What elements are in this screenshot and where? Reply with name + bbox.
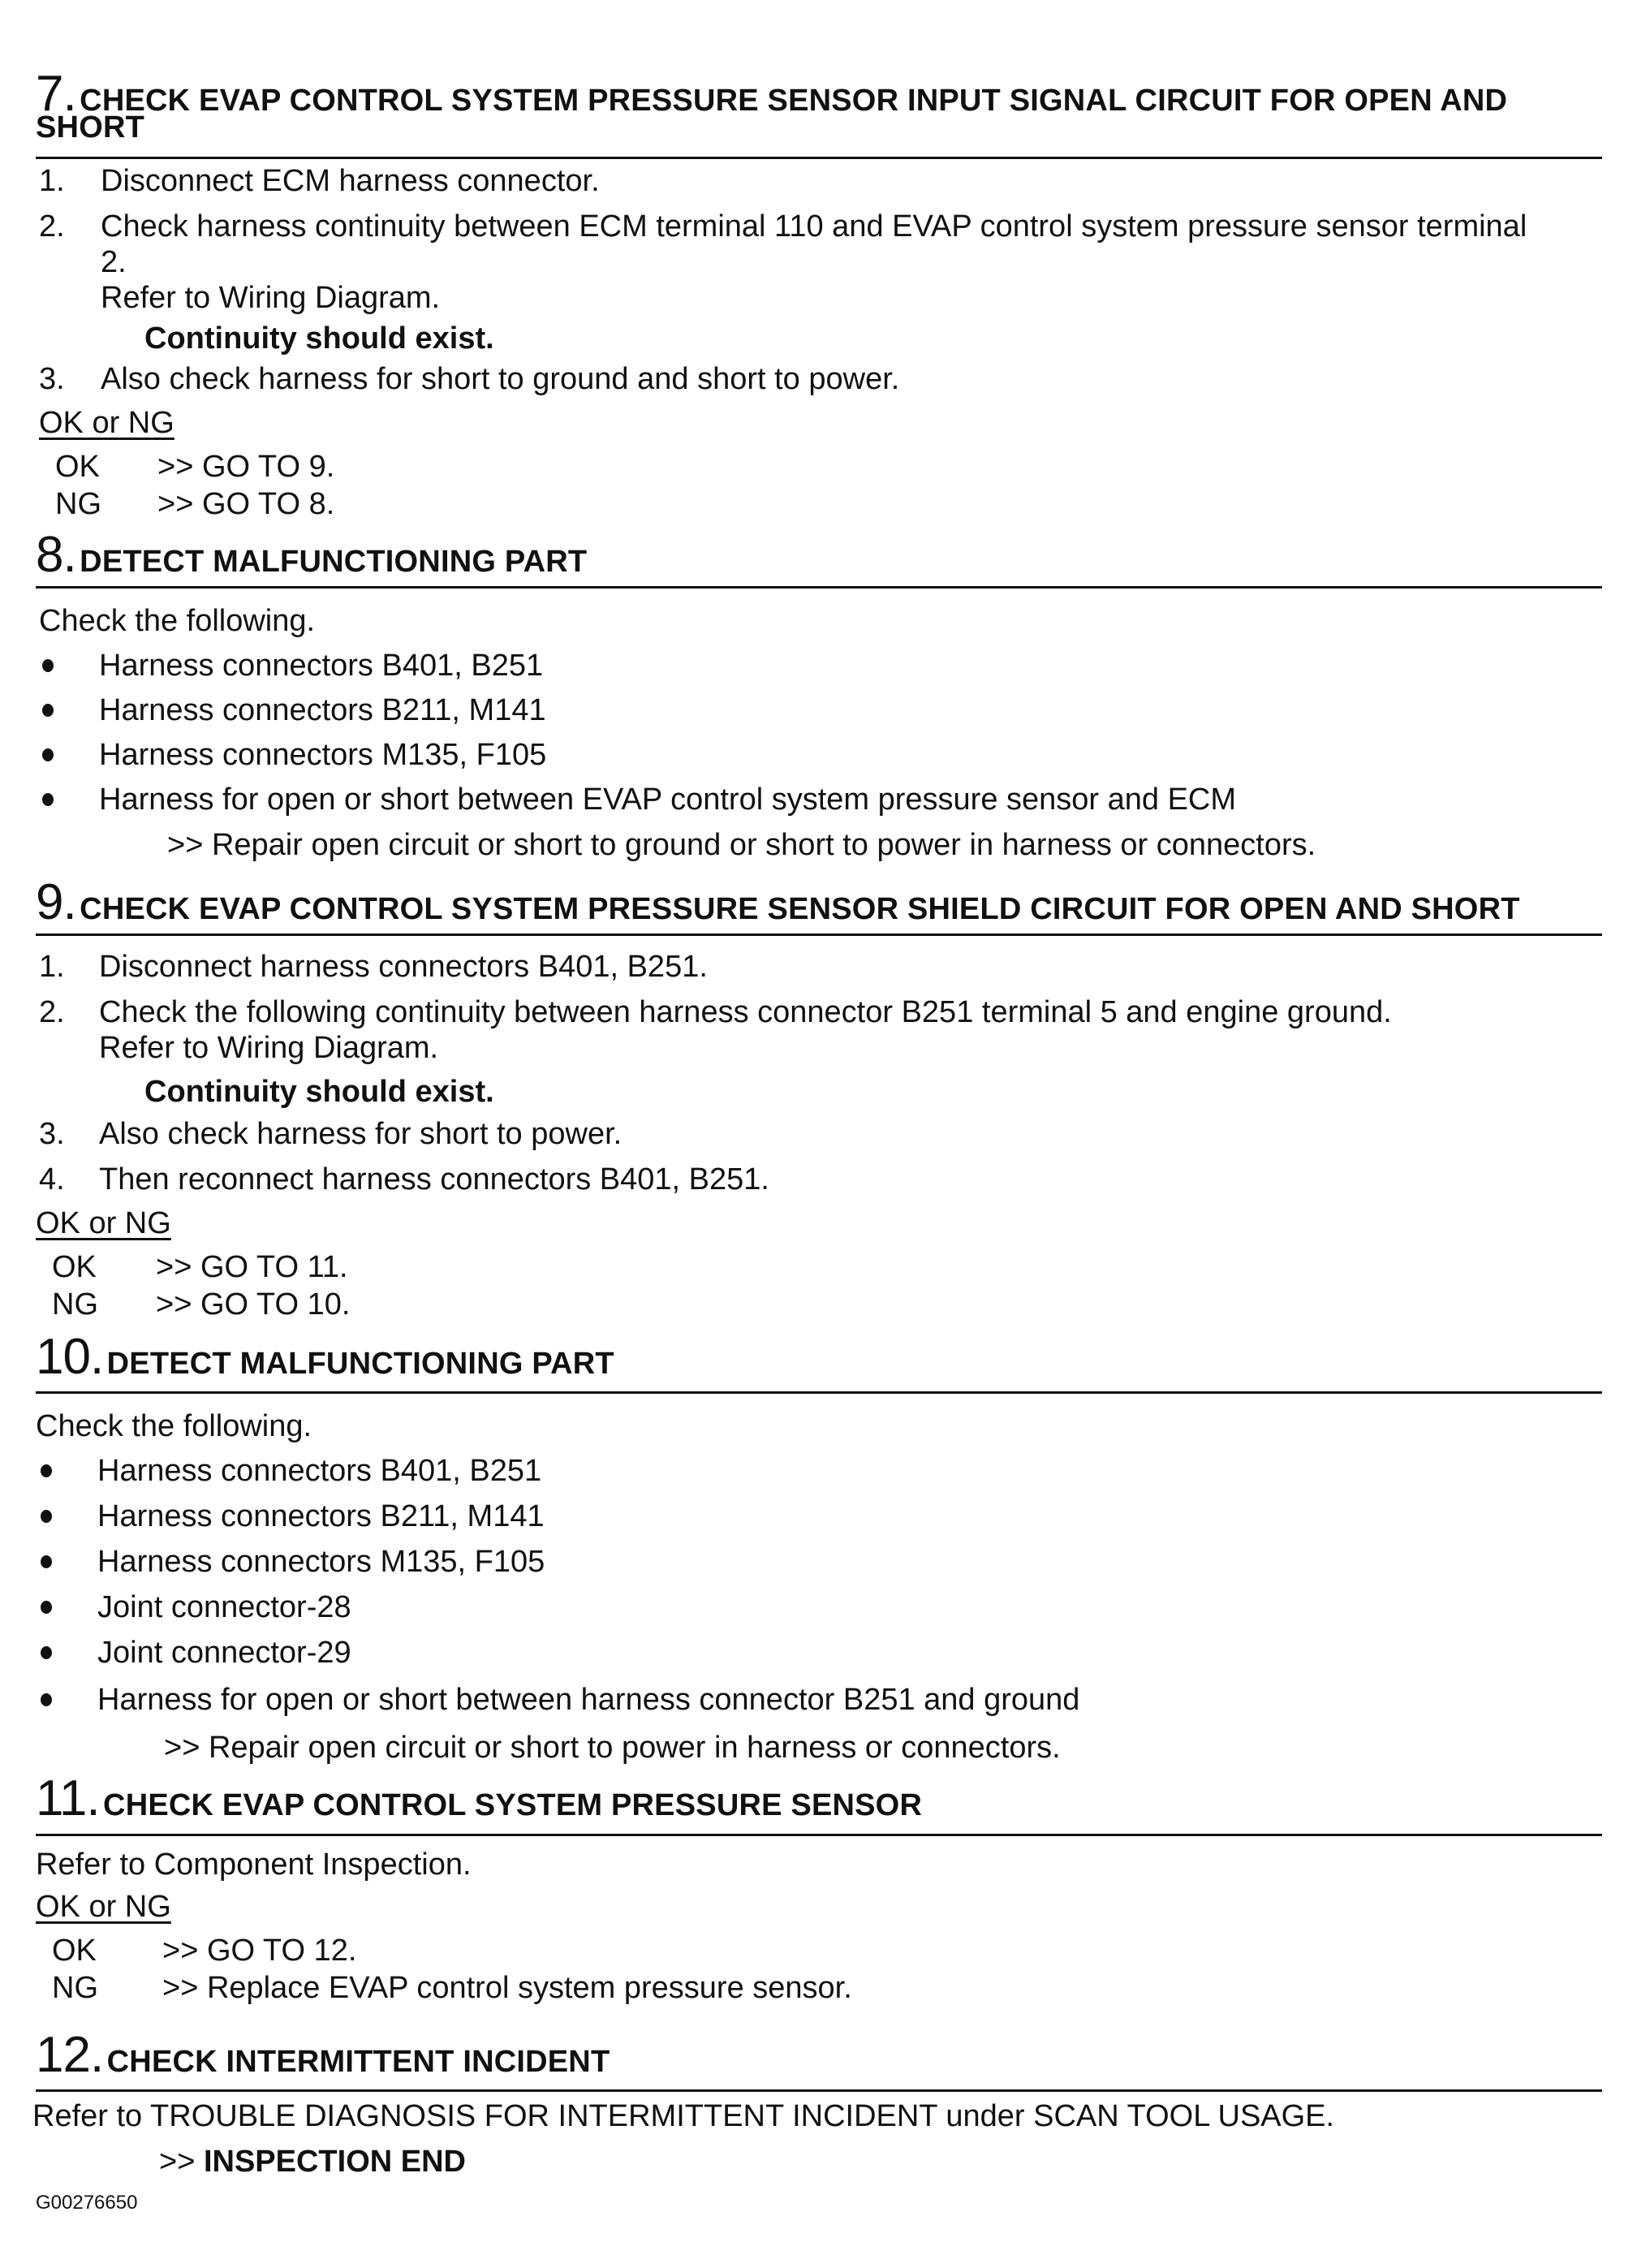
bullet-icon bbox=[41, 1646, 52, 1659]
inspection-end bbox=[159, 2143, 466, 2180]
step-9-heading bbox=[36, 873, 1601, 931]
ok-ng-label: OK or NG bbox=[36, 1890, 171, 1924]
goto-link[interactable]: >> GO TO 10. bbox=[156, 1287, 351, 1322]
item-number: 3. bbox=[39, 362, 65, 396]
result-code-ok: OK bbox=[55, 450, 100, 484]
bullet-icon bbox=[42, 659, 54, 672]
goto-link[interactable]: >> GO TO 12. bbox=[162, 1934, 357, 1968]
step-number: 11. bbox=[36, 1770, 100, 1826]
component-inspection-ref[interactable]: Refer to Component Inspection. bbox=[36, 1848, 472, 1882]
check-item: Harness connectors M135, F105 bbox=[99, 738, 547, 772]
step-item: Disconnect ECM harness connector. bbox=[101, 164, 600, 198]
check-item: Harness connectors B211, M141 bbox=[97, 1499, 545, 1533]
step-item: Check the following continuity between harness connector B251 terminal 5 and engine ground. bbox=[99, 995, 1392, 1029]
check-item: Harness connectors M135, F105 bbox=[97, 1545, 545, 1579]
step-title: DETECT MALFUNCTIONING PART bbox=[80, 545, 588, 579]
check-item: Harness connectors B401, B251 bbox=[99, 649, 544, 683]
ok-ng-label: OK or NG bbox=[36, 1206, 171, 1240]
check-item: Harness connectors B401, B251 bbox=[97, 1454, 542, 1488]
check-item: Harness for open or short between EVAP control system pressure sensor and ECM bbox=[99, 783, 1237, 817]
goto-link[interactable]: >> GO TO 9. bbox=[157, 450, 335, 484]
step-title: CHECK EVAP CONTROL SYSTEM PRESSURE SENSOR SHIELD CIRCUIT FOR OPEN AND SHORT bbox=[80, 892, 1520, 926]
step-title: DETECT MALFUNCTIONING PART bbox=[106, 1347, 614, 1381]
step-number: 7. bbox=[36, 66, 76, 122]
step-item: Check harness continuity between ECM terminal 110 and EVAP control system pressure sensor terminal bbox=[101, 209, 1527, 244]
bullet-icon bbox=[41, 1464, 52, 1477]
step-7-heading bbox=[36, 65, 1601, 123]
step-8-heading bbox=[36, 526, 1601, 584]
goto-link[interactable]: >> GO TO 8. bbox=[157, 487, 335, 521]
item-number: 2. bbox=[39, 209, 65, 244]
repair-action: >> Repair open circuit or short to ground or short to power in harness or connectors. bbox=[167, 828, 1316, 862]
check-item: Joint connector-29 bbox=[97, 1636, 351, 1670]
result-code-ok: OK bbox=[52, 1934, 97, 1968]
bullet-icon bbox=[42, 793, 54, 806]
step-10-heading bbox=[36, 1328, 1601, 1386]
figure-code: G00276650 bbox=[36, 2192, 138, 2214]
step-12-heading bbox=[36, 2026, 1601, 2084]
step-number: 8. bbox=[36, 527, 76, 583]
item-number: 4. bbox=[39, 1162, 65, 1197]
divider bbox=[36, 1834, 1602, 1836]
bullet-icon bbox=[42, 704, 54, 717]
bullet-icon bbox=[41, 1693, 52, 1706]
spec-text: Continuity should exist. bbox=[144, 321, 494, 356]
step-item: Also check harness for short to power. bbox=[99, 1117, 622, 1151]
step-number: 12. bbox=[36, 2027, 104, 2083]
check-item: Harness connectors B211, M141 bbox=[99, 693, 546, 727]
intro-text: Check the following. bbox=[39, 604, 316, 638]
check-item: Joint connector-28 bbox=[97, 1590, 351, 1624]
check-item: Harness for open or short between harness connector B251 and ground bbox=[97, 1683, 1080, 1717]
step-title: CHECK INTERMITTENT INCIDENT bbox=[106, 2045, 610, 2079]
result-code-ng: NG bbox=[52, 1971, 98, 2005]
bullet-icon bbox=[41, 1601, 52, 1614]
result-code-ng: NG bbox=[52, 1287, 98, 1322]
step-11-heading bbox=[36, 1770, 1601, 1827]
item-number: 3. bbox=[39, 1117, 65, 1151]
step-item-cont: 2. bbox=[101, 245, 127, 279]
bullet-icon bbox=[41, 1510, 52, 1523]
step-7-title-cont: SHORT bbox=[36, 110, 144, 144]
divider bbox=[36, 586, 1602, 589]
step-title: CHECK EVAP CONTROL SYSTEM PRESSURE SENSOR bbox=[103, 1788, 923, 1822]
result-code-ng: NG bbox=[55, 487, 101, 521]
step-item: Disconnect harness connectors B401, B251. bbox=[99, 950, 708, 984]
step-number: 10. bbox=[36, 1329, 104, 1385]
goto-link[interactable]: >> GO TO 11. bbox=[156, 1250, 348, 1284]
repair-action: >> Repair open circuit or short to power in harness or connectors. bbox=[164, 1731, 1061, 1765]
ok-ng-label: OK or NG bbox=[39, 406, 174, 440]
divider bbox=[36, 157, 1602, 159]
step-item: Also check harness for short to ground and short to power. bbox=[101, 362, 900, 396]
item-number: 1. bbox=[39, 950, 65, 984]
wiring-diagram-ref[interactable]: Refer to Wiring Diagram. bbox=[99, 1031, 439, 1065]
end-label: INSPECTION END bbox=[203, 2145, 466, 2179]
step-number: 9. bbox=[36, 874, 76, 930]
divider bbox=[36, 1391, 1602, 1394]
divider bbox=[36, 2089, 1602, 2092]
step-title: CHECK EVAP CONTROL SYSTEM PRESSURE SENSOR INPUT SIGNAL CIRCUIT FOR OPEN AND bbox=[80, 84, 1508, 118]
end-prefix: >> bbox=[159, 2145, 204, 2179]
bullet-icon bbox=[42, 748, 54, 761]
item-number: 1. bbox=[39, 164, 65, 198]
intermittent-incident-ref[interactable]: Refer to TROUBLE DIAGNOSIS FOR INTERMITTENT INCIDENT under SCAN TOOL USAGE. bbox=[32, 2099, 1335, 2133]
step-item: Then reconnect harness connectors B401, B251. bbox=[99, 1162, 769, 1197]
wiring-diagram-ref[interactable]: Refer to Wiring Diagram. bbox=[101, 281, 441, 315]
item-number: 2. bbox=[39, 995, 65, 1029]
spec-text: Continuity should exist. bbox=[144, 1075, 494, 1109]
replace-action: >> Replace EVAP control system pressure sensor. bbox=[162, 1971, 852, 2005]
bullet-icon bbox=[41, 1555, 52, 1568]
divider bbox=[36, 934, 1602, 936]
intro-text: Check the following. bbox=[36, 1409, 312, 1443]
result-code-ok: OK bbox=[52, 1250, 97, 1284]
